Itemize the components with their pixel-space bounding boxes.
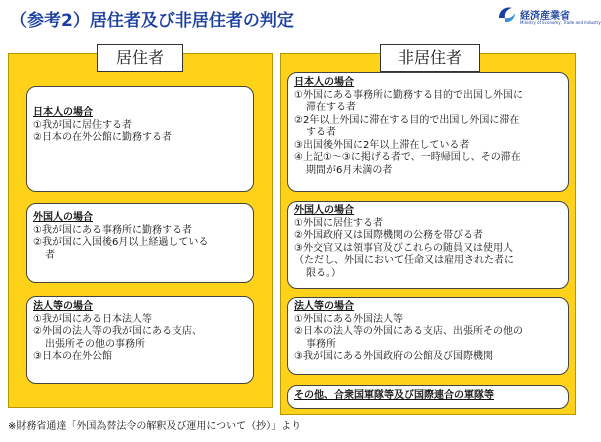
nonresident-other-box	[287, 385, 569, 409]
resident-foreigner-heading: 外国人の場合	[33, 212, 93, 223]
ministry-logo	[496, 3, 601, 29]
nonresident-corporate-heading: 法人等の場合	[294, 301, 354, 312]
page-title: （参考2）居住者及び非居住者の判定	[10, 11, 294, 31]
list-item: ②我が国に入国後6月以上経過している	[33, 237, 209, 248]
list-item: ②日本の在外公館に勤務する者	[33, 132, 172, 143]
footnote: ※財務省通達「外国為替法令の解釈及び運用について（抄）」より	[8, 421, 302, 432]
nonresident-corporate-box	[287, 297, 569, 375]
nonresident-foreigner-box	[287, 201, 569, 289]
nonresident-other-text: その他、合衆国軍隊等及び国際連合の軍隊等	[294, 390, 494, 401]
nonresident-foreigner-heading: 外国人の場合	[294, 205, 354, 216]
nonresident-japanese-box	[287, 72, 569, 192]
list-item: ③日本の在外公館	[33, 351, 112, 362]
list-item-continuation: 者	[45, 249, 55, 261]
list-item: （ただし、外国において任命又は雇用された者に	[294, 255, 514, 266]
list-item: ④上記①～③に掲げる者で、一時帰国し、その滞在	[294, 152, 521, 163]
nonresident-label: 非居住者	[380, 44, 480, 72]
list-item: ②外国の法人等の我が国にある支店、	[33, 326, 202, 337]
list-item: ②2年以上外国に滞在する目的で出国し外国に滞在	[294, 114, 520, 126]
list-item: ③外交官又は領事官及びこれらの随員又は使用人	[294, 242, 513, 254]
resident-japanese-box	[26, 86, 254, 192]
list-item-continuation: 事務所	[306, 338, 336, 350]
resident-japanese-heading: 日本人の場合	[33, 107, 93, 118]
list-item-continuation: 滞在する者	[306, 102, 356, 113]
list-item-continuation: する者	[306, 127, 336, 138]
list-item: ②日本の法人等の外国にある支店、出張所その他の	[294, 326, 523, 337]
resident-foreigner-box	[26, 203, 254, 283]
nonresident-japanese-heading: 日本人の場合	[294, 77, 354, 88]
list-item: ①外国にある事務所に勤務する目的で出国し外国に	[294, 89, 523, 101]
logo-name: 経済産業省	[520, 11, 570, 22]
list-item: ③出国後外国に2年以上滞在している者	[294, 139, 470, 151]
list-item: ③我が国にある外国政府の公館及び国際機関	[294, 351, 493, 362]
list-item-continuation: 出張所その他の事務所	[45, 338, 145, 350]
list-item: ②外国政府又は国際機関の公務を帯びる者	[294, 230, 483, 241]
list-item: ①我が国にある事務所に勤務する者	[33, 224, 192, 236]
resident-label: 居住者	[97, 44, 183, 72]
list-item: ①我が国に居住する者	[33, 119, 132, 131]
resident-corporate-box	[26, 296, 254, 384]
list-item-continuation: 限る。）	[306, 267, 341, 279]
list-item-continuation: 期間が6月未満の者	[306, 164, 393, 176]
resident-corporate-heading: 法人等の場合	[33, 301, 93, 312]
list-item: ①外国に居住する者	[294, 217, 383, 229]
meti-logo-icon	[496, 4, 518, 26]
list-item: ①我が国にある日本法人等	[33, 313, 152, 325]
list-item: ①外国にある外国法人等	[294, 313, 403, 325]
logo-subtitle: Ministry of Economy, Trade and Industry	[520, 20, 601, 25]
